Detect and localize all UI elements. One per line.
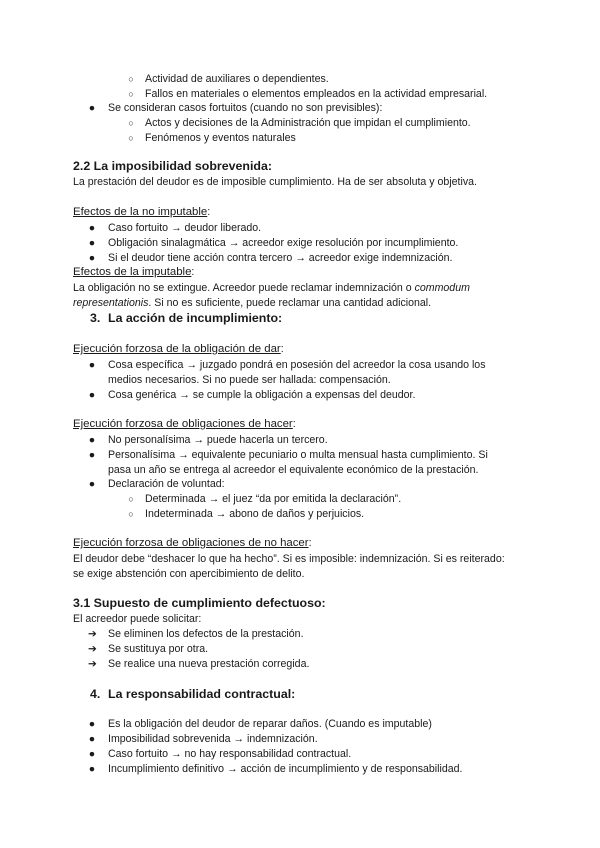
subsection-title (73, 537, 312, 550)
colon: : (292, 418, 296, 430)
subsection-title-text: Ejecución forzosa de la obligación de dar (73, 343, 281, 355)
list-item-text: Indeterminada → abono de daños y perjuicios. (145, 508, 365, 520)
paragraph: se exige abstención con apercibimiento de delito. (73, 568, 305, 580)
bullet-icon: ● (88, 389, 96, 401)
list-item-text: Caso fortuito → deudor liberado. (108, 222, 262, 234)
latin-term: representationis (73, 297, 149, 309)
list-item-text: Personalísima → equivalente pecuniario o multa mensual hasta cumplimiento. Si (108, 449, 488, 461)
paragraph-text: La obligación no se extingue. Acreedor puede reclamar indemnización o (73, 282, 415, 294)
section-number: 4. (90, 687, 101, 701)
list-item-text: Actividad de auxiliares o dependientes. (145, 73, 329, 85)
bullet-icon: ● (88, 102, 96, 114)
section-number: 3. (90, 311, 101, 325)
bullet-icon: ● (88, 478, 96, 490)
list-item-text: Se realice una nueva prestación corregida. (108, 658, 310, 670)
bullet-icon: ● (88, 359, 96, 371)
bullet-icon: ● (88, 237, 96, 249)
list-item-text: Se consideran casos fortuitos (cuando no son previsibles): (108, 102, 383, 114)
list-item-text: Fenómenos y eventos naturales (145, 132, 296, 144)
circle-bullet-icon: ○ (128, 509, 134, 519)
section-title: La responsabilidad contractual: (108, 687, 296, 701)
list-item-text: Si el deudor tiene acción contra tercero → acreedor exige indemnización. (108, 252, 453, 264)
bullet-icon: ● (88, 252, 96, 264)
colon: : (191, 266, 195, 278)
list-item-text: pasa un año se entrega al acreedor el equivalente económico de la prestación. (108, 464, 479, 476)
subsection-title-text: Ejecución forzosa de obligaciones de hacer (73, 418, 293, 430)
circle-bullet-icon: ○ (128, 118, 134, 128)
list-item-text: Determinada → el juez “da por emitida la declaración”. (145, 493, 402, 505)
list-item-text: Cosa específica → juzgado pondrá en posesión del acreedor la cosa usando los (108, 359, 486, 371)
subsection-title-text: Ejecución forzosa de obligaciones de no hacer (73, 537, 309, 549)
colon: : (280, 343, 284, 355)
list-item-text: Fallos en materiales o elementos empleados en la actividad empresarial. (145, 88, 488, 100)
circle-bullet-icon: ○ (128, 133, 134, 143)
arrow-bullet-icon: ➔ (88, 658, 97, 670)
section-heading: 2.2 La imposibilidad sobrevenida: (73, 159, 272, 173)
circle-bullet-icon: ○ (128, 74, 134, 84)
colon: : (207, 206, 211, 218)
subsection-title-text: Efectos de la imputable (73, 266, 192, 278)
paragraph: La prestación del deudor es de imposible cumplimiento. Ha de ser absoluta y objetiva. (73, 176, 477, 188)
subsection-title (73, 266, 194, 279)
paragraph (73, 282, 470, 295)
bullet-icon: ● (88, 763, 96, 775)
bullet-icon: ● (88, 449, 96, 461)
bullet-icon: ● (88, 222, 96, 234)
circle-bullet-icon: ○ (128, 494, 134, 504)
list-item-text: Obligación sinalagmática → acreedor exige resolución por incumplimiento. (108, 237, 459, 249)
subsection-title-text: Efectos de la no imputable (73, 206, 208, 218)
list-item-text: Incumplimiento definitivo → acción de incumplimiento y de responsabilidad. (108, 763, 463, 775)
bullet-icon: ● (88, 434, 96, 446)
latin-term: commodum (414, 282, 470, 294)
bullet-icon: ● (88, 748, 96, 760)
paragraph (73, 297, 431, 310)
subsection-title (73, 343, 284, 356)
arrow-bullet-icon: ➔ (88, 643, 97, 655)
section-title: La acción de incumplimiento: (108, 311, 283, 325)
list-item-text: Cosa genérica → se cumple la obligación a expensas del deudor. (108, 389, 416, 401)
list-item-text: No personalísima → puede hacerla un tercero. (108, 434, 328, 446)
subsection-title (73, 418, 296, 431)
bullet-icon: ● (88, 718, 96, 730)
paragraph: El acreedor puede solicitar: (73, 613, 202, 625)
list-item-text: medios necesarios. Si no puede ser hallada: compensación. (108, 374, 391, 386)
list-item-text: Declaración de voluntad: (108, 478, 225, 490)
paragraph-text: . Si no es suficiente, puede reclamar una cantidad adicional. (148, 297, 432, 309)
paragraph: El deudor debe “deshacer lo que ha hecho”. Si es imposible: indemnización. Si es reiterado: (73, 553, 505, 565)
list-item-text: Imposibilidad sobrevenida → indemnización. (108, 733, 318, 745)
list-item-text: Actos y decisiones de la Administración que impidan el cumplimiento. (145, 117, 471, 129)
list-item-text: Es la obligación del deudor de reparar daños. (Cuando es imputable) (108, 718, 432, 730)
circle-bullet-icon: ○ (128, 89, 134, 99)
bullet-icon: ● (88, 733, 96, 745)
list-item-text: Se eliminen los defectos de la prestación. (108, 628, 304, 640)
colon: : (308, 537, 312, 549)
list-item-text: Se sustituya por otra. (108, 643, 209, 655)
arrow-bullet-icon: ➔ (88, 628, 97, 640)
subsection-title (73, 206, 210, 219)
list-item-text: Caso fortuito → no hay responsabilidad contractual. (108, 748, 352, 760)
section-heading: 3.1 Supuesto de cumplimiento defectuoso: (73, 596, 326, 610)
